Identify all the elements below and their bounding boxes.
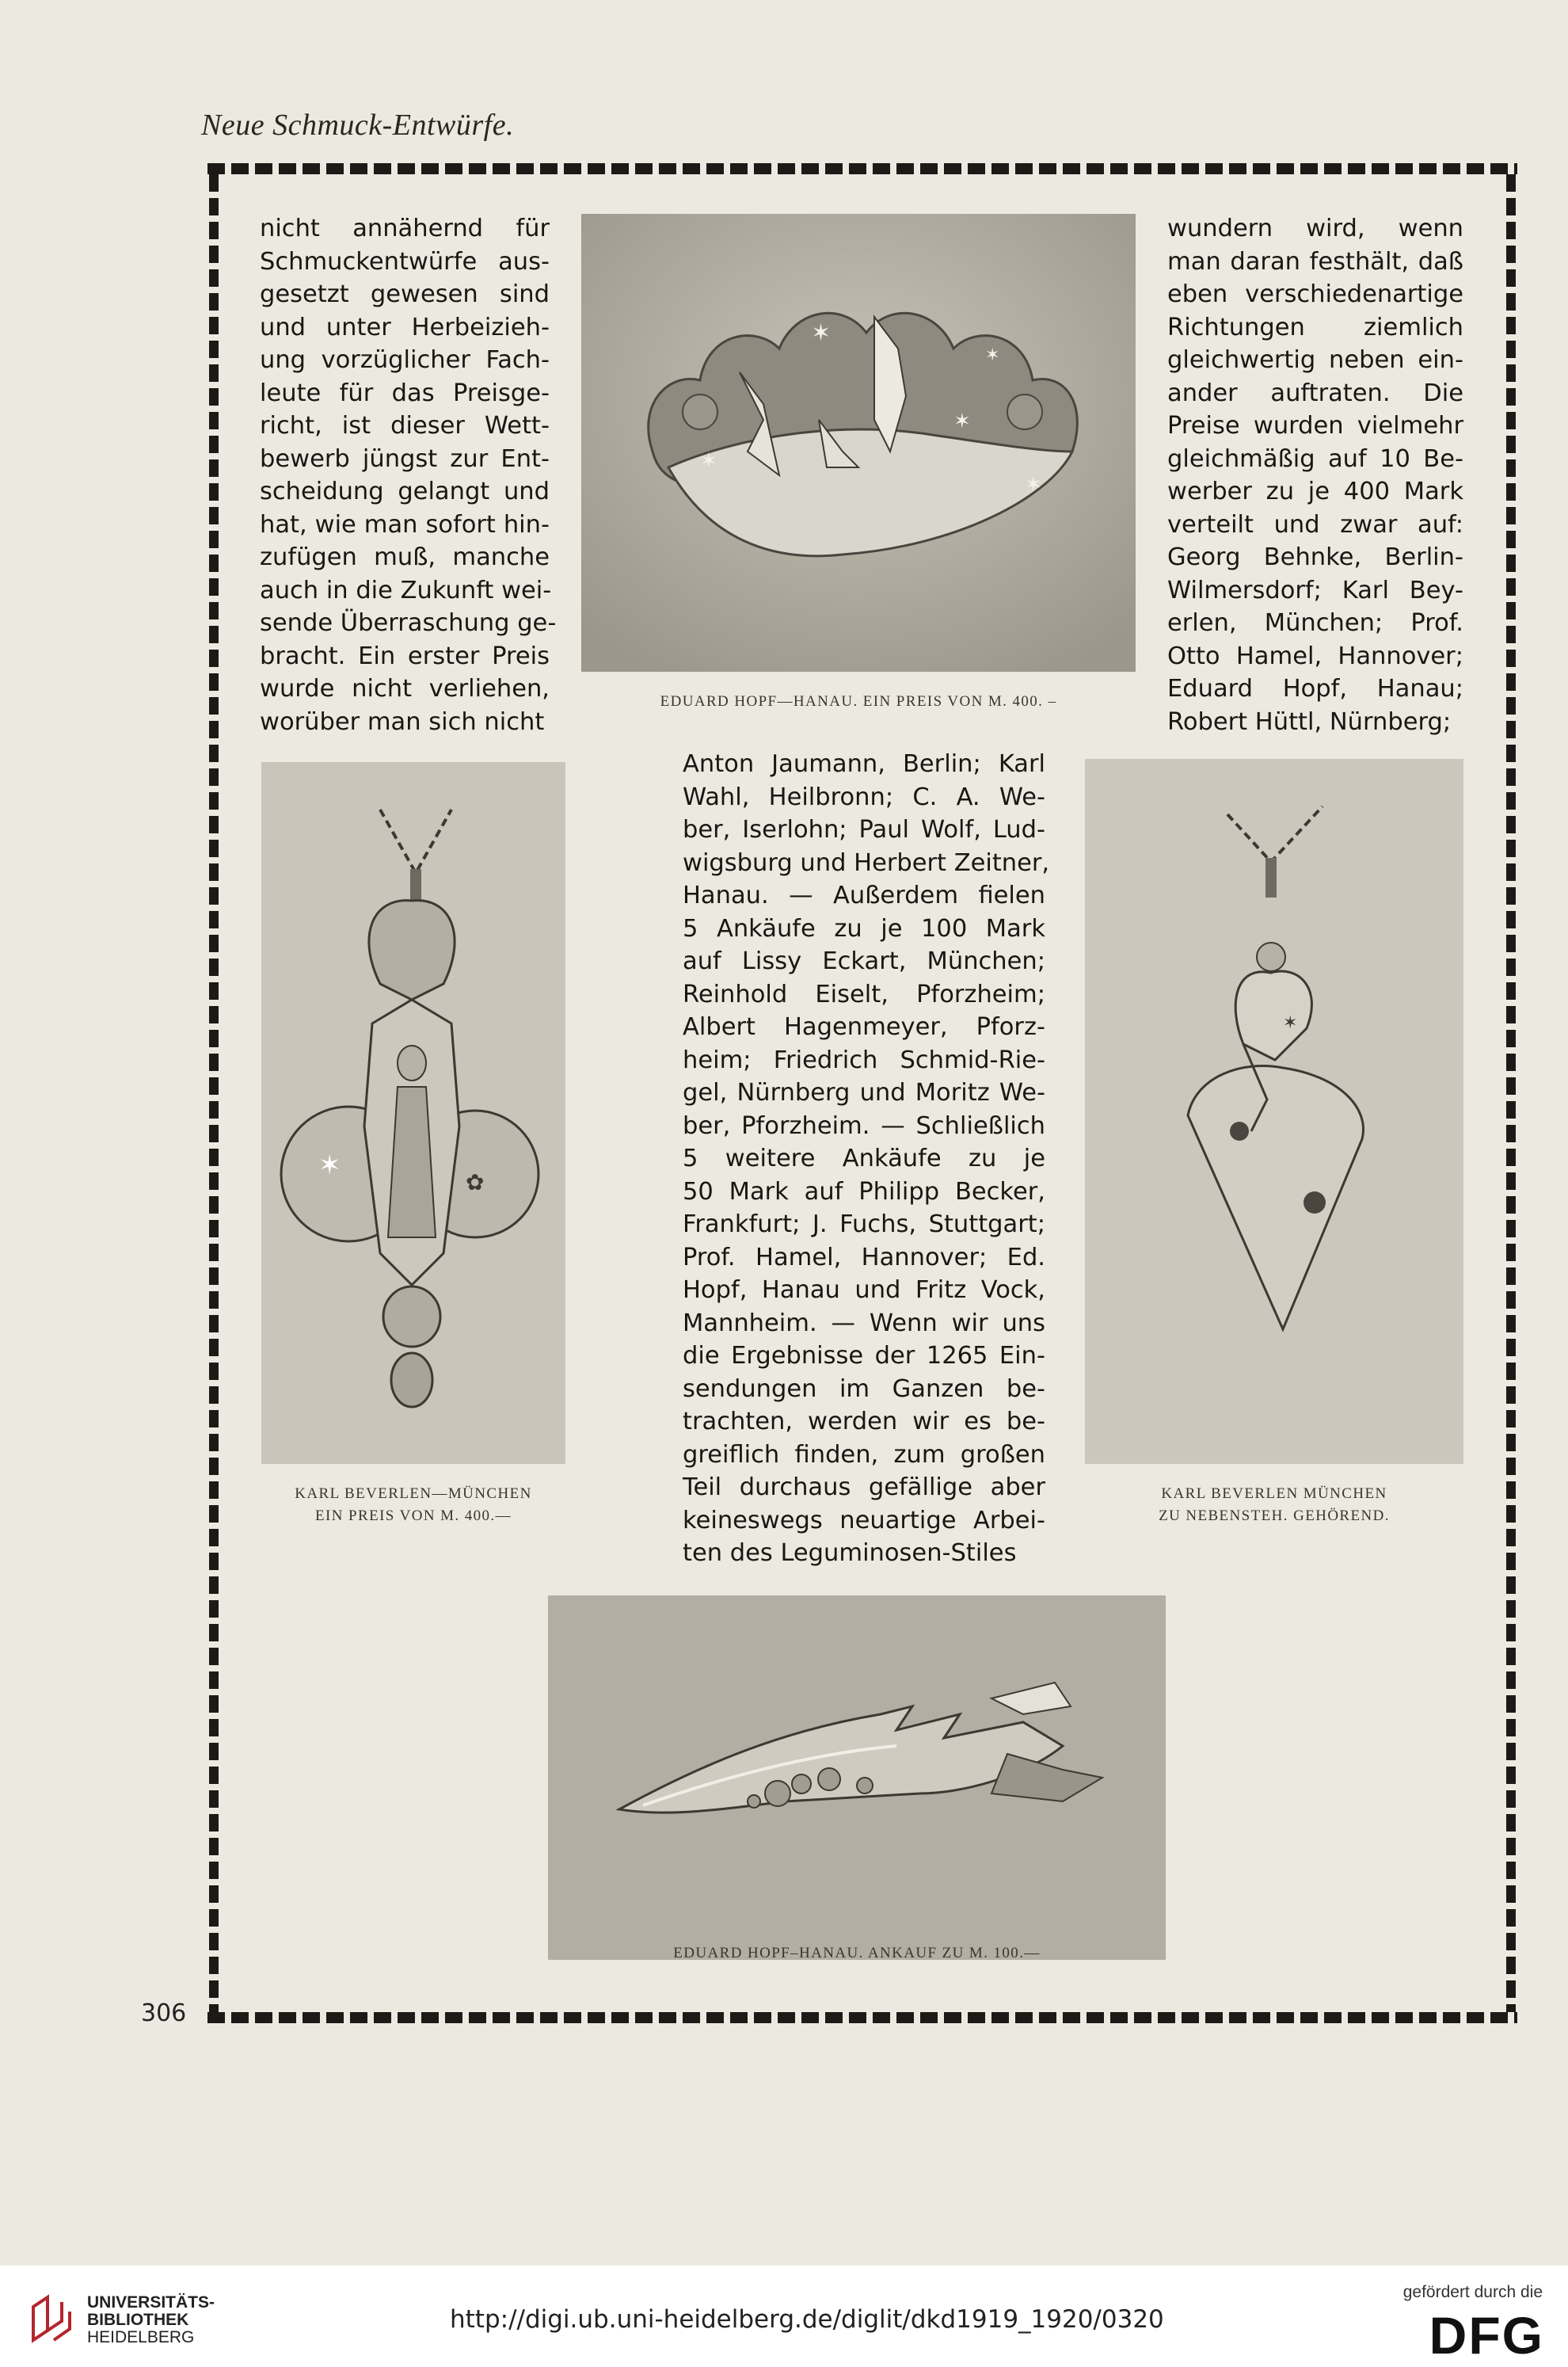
text-line: Mannheim. — Wenn wir uns [683,1309,1045,1337]
figure-right-caption [1085,1483,1463,1527]
text-line: ber, Iserlohn; Paul Wolf, Lud- [683,816,1045,844]
text-line: wundern wird, wenn [1167,215,1463,242]
bar-brooch-image [548,1595,1166,1960]
svg-text:✶: ✶ [985,345,1000,365]
text-column-center [683,748,1050,1570]
text-line: ander auftraten. Die [1167,379,1463,407]
text-line: Robert Hüttl, Nürnberg; [1167,707,1452,736]
text-line: keineswegs neuartige Arbei- [683,1506,1045,1534]
text-column-left [260,212,557,738]
text-line: gesetzt gewesen sind [260,280,550,308]
figure-bottom-photo [548,1595,1166,1960]
text-line: Wahl, Heilbronn; C. A. We- [683,783,1045,811]
text-line: Reinhold Eiselt, Pforzheim; [683,980,1045,1008]
text-line: Otto Hamel, Hannover; [1167,642,1463,670]
text-line: bewerb jüngst zur Ent- [260,444,550,473]
text-line: man daran festhält, daß [1167,247,1463,276]
text-line: gel, Nürnberg und Moritz We- [683,1079,1045,1107]
text-line: ten des Leguminosen-Stiles [683,1539,1017,1567]
text-line: die Ergebnisse der 1265 Ein- [683,1342,1045,1370]
text-line: Hopf, Hanau und Fritz Vock, [683,1276,1045,1304]
text-line: auch in die Zukunft wei- [260,576,552,604]
border-right [1506,174,1516,2012]
text-line: scheidung gelangt und [260,478,550,505]
text-line: und unter Herbeizieh- [260,313,550,341]
text-line: ung vorzüglicher Fach- [260,346,550,374]
text-line: sendungen im Ganzen be- [683,1374,1045,1403]
figure-right-caption-line1: KARL BEVERLEN MÜNCHEN [1161,1485,1387,1502]
text-line: Hanau. — Außerdem fielen [683,882,1045,909]
text-line: 5 Ankäufe zu je 100 Mark [683,914,1045,943]
svg-text:✶: ✶ [1025,473,1042,497]
text-line: Richtungen ziemlich [1167,313,1463,341]
text-line: gleichmäßig auf 10 Be- [1167,444,1463,473]
library-name [87,2294,215,2346]
figure-left-caption-line2: EIN PREIS VON M. 400.— [315,1507,512,1524]
text-line: ber, Pforzheim. — Schließlich [683,1111,1045,1140]
svg-text:✶: ✶ [700,449,717,473]
library-logo-icon [30,2294,73,2343]
library-line2: BIBLIOTHEK [87,2311,189,2329]
comb-brooch-image [581,214,1136,672]
figure-bottom-caption: EDUARD HOPF–HANAU. ANKAUF ZU M. 100.— [673,1945,1041,1961]
figure-top-photo [581,214,1136,672]
pendant-figure-image [261,762,565,1464]
text-line: 5 weitere Ankäufe zu je [683,1145,1045,1172]
text-line: nicht annähernd für [260,215,550,242]
text-line: erlen, München; Prof. [1167,609,1463,637]
text-line: trachten, werden wir es be- [683,1408,1045,1435]
text-line: hat, wie man sofort hin- [260,510,550,539]
text-line: zufügen muß, manche [260,543,550,571]
svg-text:✿: ✿ [466,1169,485,1195]
svg-text:✶: ✶ [953,410,971,433]
border-bottom [207,2012,1517,2023]
pendant-arrow-image [1085,759,1463,1464]
text-line: Albert Hagenmeyer, Pforz- [683,1013,1045,1041]
text-line: bracht. Ein erster Preis [260,642,550,670]
border-top [207,163,1517,174]
text-line: sende Überraschung ge- [260,609,557,637]
text-line: Prof. Hamel, Hannover; Ed. [683,1243,1045,1271]
text-line: Schmuckentwürfe aus- [260,247,550,276]
text-line: verteilt und zwar auf: [1167,510,1463,539]
text-line: Georg Behnke, Berlin- [1167,543,1463,571]
text-line: worüber man sich nicht [260,707,545,736]
text-line: gleichwertig neben ein- [1167,346,1463,374]
text-line: Preise wurden vielmehr [1167,412,1463,440]
svg-text:✶: ✶ [318,1149,341,1181]
dfg-logo: DFG [1429,2306,1544,2365]
text-line: Eduard Hopf, Hanau; [1167,675,1463,703]
text-line: Wilmersdorf; Karl Bey- [1167,576,1463,604]
text-line: richt, ist dieser Wett- [260,412,550,440]
svg-text:✶: ✶ [811,319,832,347]
text-line: auf Lissy Eckart, München; [683,947,1045,975]
text-line: eben verschiedenartige [1167,280,1463,308]
running-head: Neue Schmuck-Entwürfe. [201,109,515,142]
text-line: Anton Jaumann, Berlin; Karl [683,750,1045,778]
text-line: Teil durchaus gefällige aber [683,1473,1045,1501]
text-column-right [1167,212,1463,738]
text-line: wurde nicht verliehen, [260,675,550,703]
figure-left-caption-line1: KARL BEVERLEN—MÜNCHEN [295,1485,532,1502]
funded-by-label: gefördert durch die [1402,2283,1543,2301]
text-line: Frankfurt; J. Fuchs, Stuttgart; [683,1210,1045,1238]
figure-left-caption [261,1483,565,1527]
border-left [209,174,219,2012]
text-line: 50 Mark auf Philipp Becker, [683,1177,1045,1206]
figure-right-caption-line2: ZU NEBENSTEH. GEHÖREND. [1159,1507,1390,1524]
text-line: leute für das Preisge- [260,379,550,407]
figure-top-caption: EDUARD HOPF—HANAU. EIN PREIS VON M. 400. – [660,693,1057,710]
svg-text:✶: ✶ [1283,1013,1298,1033]
digitization-footer [0,2266,1568,2367]
text-line: werber zu je 400 Mark [1167,478,1463,505]
page-number: 306 [141,1999,187,2027]
text-line: heim; Friedrich Schmid-Rie- [683,1046,1045,1074]
permalink-url[interactable]: http://digi.ub.uni-heidelberg.de/diglit/dkd1919_1920/0320 [450,2305,1164,2334]
library-line1: UNIVERSITÄTS- [87,2293,215,2312]
text-line: greiflich finden, zum großen [683,1440,1045,1469]
library-line3: HEIDELBERG [87,2328,195,2346]
figure-right-photo [1085,759,1463,1464]
figure-left-photo [261,762,565,1464]
text-line: wigsburg und Herbert Zeitner, [683,848,1050,877]
